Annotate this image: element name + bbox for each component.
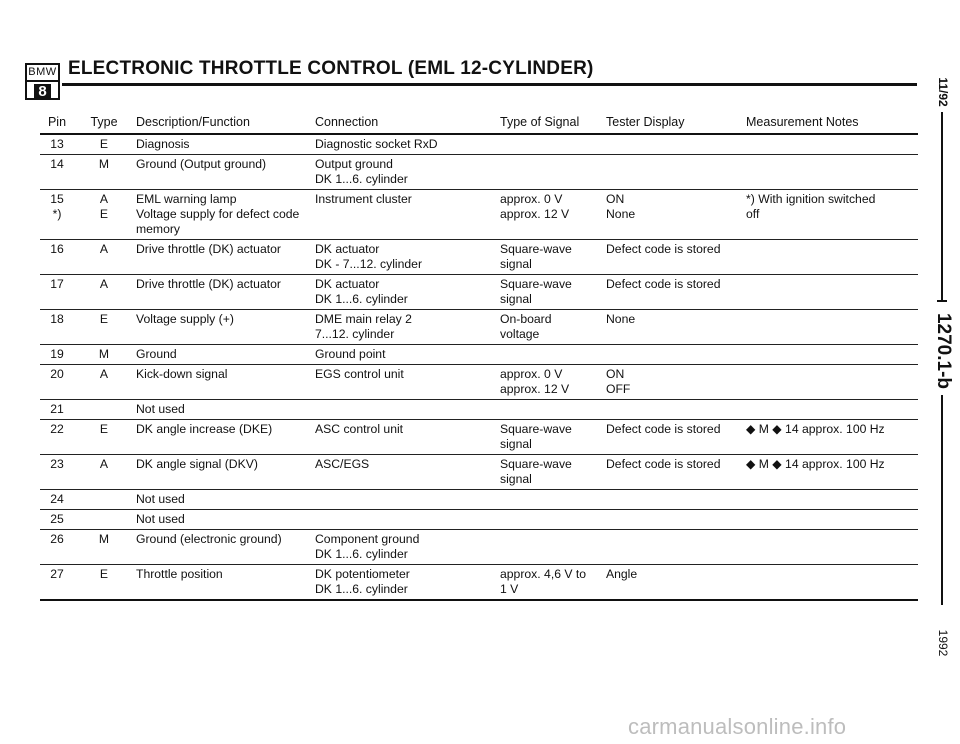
description-cell-line: memory [136, 222, 181, 236]
type-cell-line: E [99, 422, 109, 436]
connection-cell-line: DK actuator [315, 277, 380, 291]
page-number: 1270.1-b [933, 312, 954, 390]
tester-cell-line: Angle [606, 567, 638, 581]
signal-cell-line: Square-wave [500, 242, 572, 256]
signal-cell-line: approx. 12 V [500, 382, 570, 396]
table-row [40, 365, 918, 400]
connection-cell [315, 345, 500, 365]
pin-cell-line: 26 [50, 532, 64, 546]
type-cell [74, 510, 134, 530]
type-cell [74, 455, 134, 490]
signal-cell-line: approx. 0 V [500, 367, 563, 381]
notes-cell [746, 310, 918, 345]
notes-cell [746, 530, 918, 565]
signal-cell [500, 420, 606, 455]
table-row [40, 155, 918, 190]
table-row [40, 455, 918, 490]
connection-cell-line: Ground point [315, 347, 386, 361]
pin-cell [40, 530, 74, 565]
signal-cell [500, 565, 606, 601]
table-row [40, 490, 918, 510]
notes-cell-line: ◆ M ◆ 14 approx. 100 Hz [746, 422, 885, 436]
bmw-8-series-logo [25, 63, 60, 100]
description-cell [134, 190, 315, 240]
tester-cell [606, 190, 746, 240]
tester-cell-line: None [606, 207, 636, 221]
notes-cell [746, 490, 918, 510]
pin-cell [40, 365, 74, 400]
tester-cell-line: Defect code is stored [606, 422, 721, 436]
tester-cell [606, 455, 746, 490]
tester-cell [606, 310, 746, 345]
signal-cell [500, 510, 606, 530]
description-cell [134, 455, 315, 490]
pin-assignment-table [40, 112, 918, 601]
type-cell [74, 530, 134, 565]
connection-cell [315, 155, 500, 190]
type-cell-line: M [98, 532, 110, 546]
signal-cell-line: On-board [500, 312, 552, 326]
table-row [40, 134, 918, 155]
type-cell [74, 345, 134, 365]
header-type: Type [74, 112, 134, 134]
description-cell-line: Drive throttle (DK) actuator [136, 242, 281, 256]
table-row [40, 420, 918, 455]
notes-cell [746, 155, 918, 190]
type-cell-line: E [99, 312, 109, 326]
signal-cell-line: Square-wave [500, 457, 572, 471]
signal-cell-line: signal [500, 472, 532, 486]
tester-cell [606, 134, 746, 155]
description-cell-line: Throttle position [136, 567, 223, 581]
table-row [40, 240, 918, 275]
description-cell [134, 400, 315, 420]
pin-cell [40, 190, 74, 240]
type-cell-line: A [99, 457, 109, 471]
signal-cell-line: approx. 4,6 V to [500, 567, 587, 581]
connection-cell-line: DK 1...6. cylinder [315, 172, 408, 186]
connection-cell [315, 565, 500, 601]
connection-cell [315, 310, 500, 345]
pin-cell-line: 25 [50, 512, 64, 526]
connection-cell [315, 490, 500, 510]
connection-cell [315, 400, 500, 420]
watermark: carmanualsonline.info [628, 714, 847, 739]
tester-cell [606, 510, 746, 530]
pin-cell [40, 275, 74, 310]
connection-cell [315, 365, 500, 400]
description-cell [134, 155, 315, 190]
notes-cell-line: off [746, 207, 760, 221]
tester-cell-line: OFF [606, 382, 631, 396]
notes-cell [746, 455, 918, 490]
notes-cell [746, 420, 918, 455]
header-signal: Type of Signal [500, 112, 606, 134]
connection-cell-line: DK 1...6. cylinder [315, 292, 408, 306]
type-cell-line: A [99, 277, 109, 291]
signal-cell [500, 530, 606, 565]
signal-cell [500, 275, 606, 310]
notes-cell [746, 345, 918, 365]
type-cell [74, 240, 134, 275]
description-cell-line: Kick-down signal [136, 367, 228, 381]
type-cell-line: M [98, 347, 110, 361]
connection-cell-line: Component ground [315, 532, 420, 546]
tester-cell [606, 240, 746, 275]
pin-cell-line: 20 [50, 367, 64, 381]
tester-cell [606, 565, 746, 601]
pin-cell-line: 27 [50, 567, 64, 581]
tester-cell [606, 490, 746, 510]
connection-cell-line: DME main relay 2 [315, 312, 412, 326]
signal-cell [500, 155, 606, 190]
signal-cell [500, 365, 606, 400]
connection-cell-line: DK 1...6. cylinder [315, 582, 408, 596]
connection-cell [315, 510, 500, 530]
pin-cell [40, 155, 74, 190]
table-row [40, 510, 918, 530]
signal-cell-line: signal [500, 292, 532, 306]
margin-tick [937, 300, 947, 302]
description-cell [134, 530, 315, 565]
pin-cell [40, 565, 74, 601]
type-cell-line: A [99, 367, 109, 381]
pin-cell [40, 400, 74, 420]
table-header-row [40, 112, 918, 134]
connection-cell [315, 190, 500, 240]
description-cell-line: Voltage supply (+) [136, 312, 234, 326]
pin-cell [40, 134, 74, 155]
description-cell-line: Not used [136, 402, 185, 416]
signal-cell-line: signal [500, 257, 532, 271]
notes-cell [746, 275, 918, 310]
table-row [40, 400, 918, 420]
margin-bar-top [941, 112, 943, 300]
connection-cell [315, 530, 500, 565]
description-cell [134, 565, 315, 601]
pin-cell-line: 15 [50, 192, 64, 206]
signal-cell [500, 310, 606, 345]
description-cell [134, 420, 315, 455]
table-row [40, 565, 918, 601]
type-cell [74, 190, 134, 240]
notes-cell-line: ◆ M ◆ 14 approx. 100 Hz [746, 457, 885, 471]
tester-cell-line: Defect code is stored [606, 277, 721, 291]
signal-cell-line: approx. 0 V [500, 192, 563, 206]
description-cell-line: Drive throttle (DK) actuator [136, 277, 281, 291]
signal-cell [500, 134, 606, 155]
table-row [40, 345, 918, 365]
notes-cell [746, 565, 918, 601]
pin-cell-line: 24 [50, 492, 64, 506]
connection-cell [315, 240, 500, 275]
connection-cell-line: Output ground [315, 157, 393, 171]
type-cell-line: E [99, 137, 109, 151]
logo-brand-text: BMW [27, 65, 58, 82]
pin-cell-line: *) [52, 207, 62, 221]
pin-cell-line: 17 [50, 277, 64, 291]
pin-cell-line: 14 [50, 157, 64, 171]
header-notes: Measurement Notes [746, 112, 918, 134]
pin-cell-line: 13 [50, 137, 64, 151]
notes-cell [746, 365, 918, 400]
type-cell [74, 134, 134, 155]
description-cell-line: EML warning lamp [136, 192, 237, 206]
notes-cell [746, 190, 918, 240]
table-body [40, 134, 918, 600]
signal-cell-line: approx. 12 V [500, 207, 570, 221]
signal-cell [500, 190, 606, 240]
margin-bar-bottom [941, 395, 943, 605]
connection-cell-line: 7...12. cylinder [315, 327, 395, 341]
tester-cell [606, 530, 746, 565]
notes-cell-line: *) With ignition switched [746, 192, 876, 206]
connection-cell-line: DK - 7...12. cylinder [315, 257, 423, 271]
pin-cell [40, 455, 74, 490]
connection-cell-line: DK actuator [315, 242, 380, 256]
pin-cell-line: 18 [50, 312, 64, 326]
description-cell-line: Not used [136, 512, 185, 526]
header-connection: Connection [315, 112, 500, 134]
description-cell [134, 134, 315, 155]
header-tester: Tester Display [606, 112, 746, 134]
tester-cell [606, 345, 746, 365]
connection-cell-line: DK 1...6. cylinder [315, 547, 408, 561]
type-cell [74, 400, 134, 420]
signal-cell-line: Square-wave [500, 422, 572, 436]
tester-cell [606, 400, 746, 420]
pin-cell [40, 345, 74, 365]
type-cell-line: E [99, 567, 109, 581]
description-cell [134, 240, 315, 275]
tester-cell-line: ON [606, 367, 625, 381]
signal-cell-line: 1 V [500, 582, 519, 596]
type-cell [74, 365, 134, 400]
type-cell-line: A [99, 242, 109, 256]
description-cell-line: Diagnosis [136, 137, 190, 151]
signal-cell [500, 400, 606, 420]
tester-cell [606, 275, 746, 310]
description-cell [134, 490, 315, 510]
tester-cell-line: Defect code is stored [606, 242, 721, 256]
signal-cell-line: Square-wave [500, 277, 572, 291]
notes-cell [746, 134, 918, 155]
title-rule [62, 83, 917, 86]
connection-cell [315, 420, 500, 455]
table-row [40, 310, 918, 345]
tester-cell [606, 365, 746, 400]
notes-cell [746, 510, 918, 530]
pin-cell-line: 21 [50, 402, 64, 416]
type-cell-line: A [99, 192, 109, 206]
connection-cell-line: ASC control unit [315, 422, 404, 436]
table-row [40, 190, 918, 240]
pin-cell [40, 490, 74, 510]
tester-cell-line: Defect code is stored [606, 457, 721, 471]
connection-cell-line: EGS control unit [315, 367, 404, 381]
tester-cell [606, 420, 746, 455]
header-description: Description/Function [134, 112, 315, 134]
description-cell-line: Ground [136, 347, 177, 361]
type-cell [74, 155, 134, 190]
pin-cell-line: 23 [50, 457, 64, 471]
logo-series-number: 8 [34, 84, 50, 99]
type-cell [74, 420, 134, 455]
tester-cell [606, 155, 746, 190]
notes-cell [746, 400, 918, 420]
description-cell-line: Not used [136, 492, 185, 506]
signal-cell-line: voltage [500, 327, 540, 341]
connection-cell-line: ASC/EGS [315, 457, 370, 471]
description-cell [134, 345, 315, 365]
pin-cell-line: 22 [50, 422, 64, 436]
signal-cell-line: signal [500, 437, 532, 451]
type-cell-line: E [99, 207, 109, 221]
publication-year: 1992 [936, 629, 950, 657]
type-cell [74, 490, 134, 510]
type-cell [74, 565, 134, 601]
connection-cell-line: DK potentiometer [315, 567, 410, 581]
connection-cell-line: Diagnostic socket RxD [315, 137, 438, 151]
table-row [40, 275, 918, 310]
tester-cell-line: ON [606, 192, 625, 206]
signal-cell [500, 345, 606, 365]
pin-cell [40, 420, 74, 455]
connection-cell [315, 455, 500, 490]
table-row [40, 530, 918, 565]
description-cell [134, 275, 315, 310]
revision-date: 11/92 [936, 77, 950, 107]
notes-cell [746, 240, 918, 275]
type-cell-line: M [98, 157, 110, 171]
tester-cell-line: None [606, 312, 636, 326]
description-cell [134, 365, 315, 400]
type-cell [74, 310, 134, 345]
description-cell-line: Ground (electronic ground) [136, 532, 282, 546]
connection-cell-line: Instrument cluster [315, 192, 412, 206]
description-cell-line: Voltage supply for defect code [136, 207, 300, 221]
signal-cell [500, 240, 606, 275]
description-cell [134, 310, 315, 345]
pin-cell [40, 310, 74, 345]
pin-cell [40, 510, 74, 530]
description-cell-line: DK angle increase (DKE) [136, 422, 273, 436]
header-pin: Pin [40, 112, 74, 134]
signal-cell [500, 455, 606, 490]
signal-cell [500, 490, 606, 510]
pin-cell [40, 240, 74, 275]
description-cell [134, 510, 315, 530]
description-cell-line: DK angle signal (DKV) [136, 457, 258, 471]
type-cell [74, 275, 134, 310]
description-cell-line: Ground (Output ground) [136, 157, 267, 171]
pin-cell-line: 19 [50, 347, 64, 361]
connection-cell [315, 275, 500, 310]
connection-cell [315, 134, 500, 155]
pin-cell-line: 16 [50, 242, 64, 256]
page-title: ELECTRONIC THROTTLE CONTROL (EML 12-CYLINDER) [68, 58, 594, 79]
